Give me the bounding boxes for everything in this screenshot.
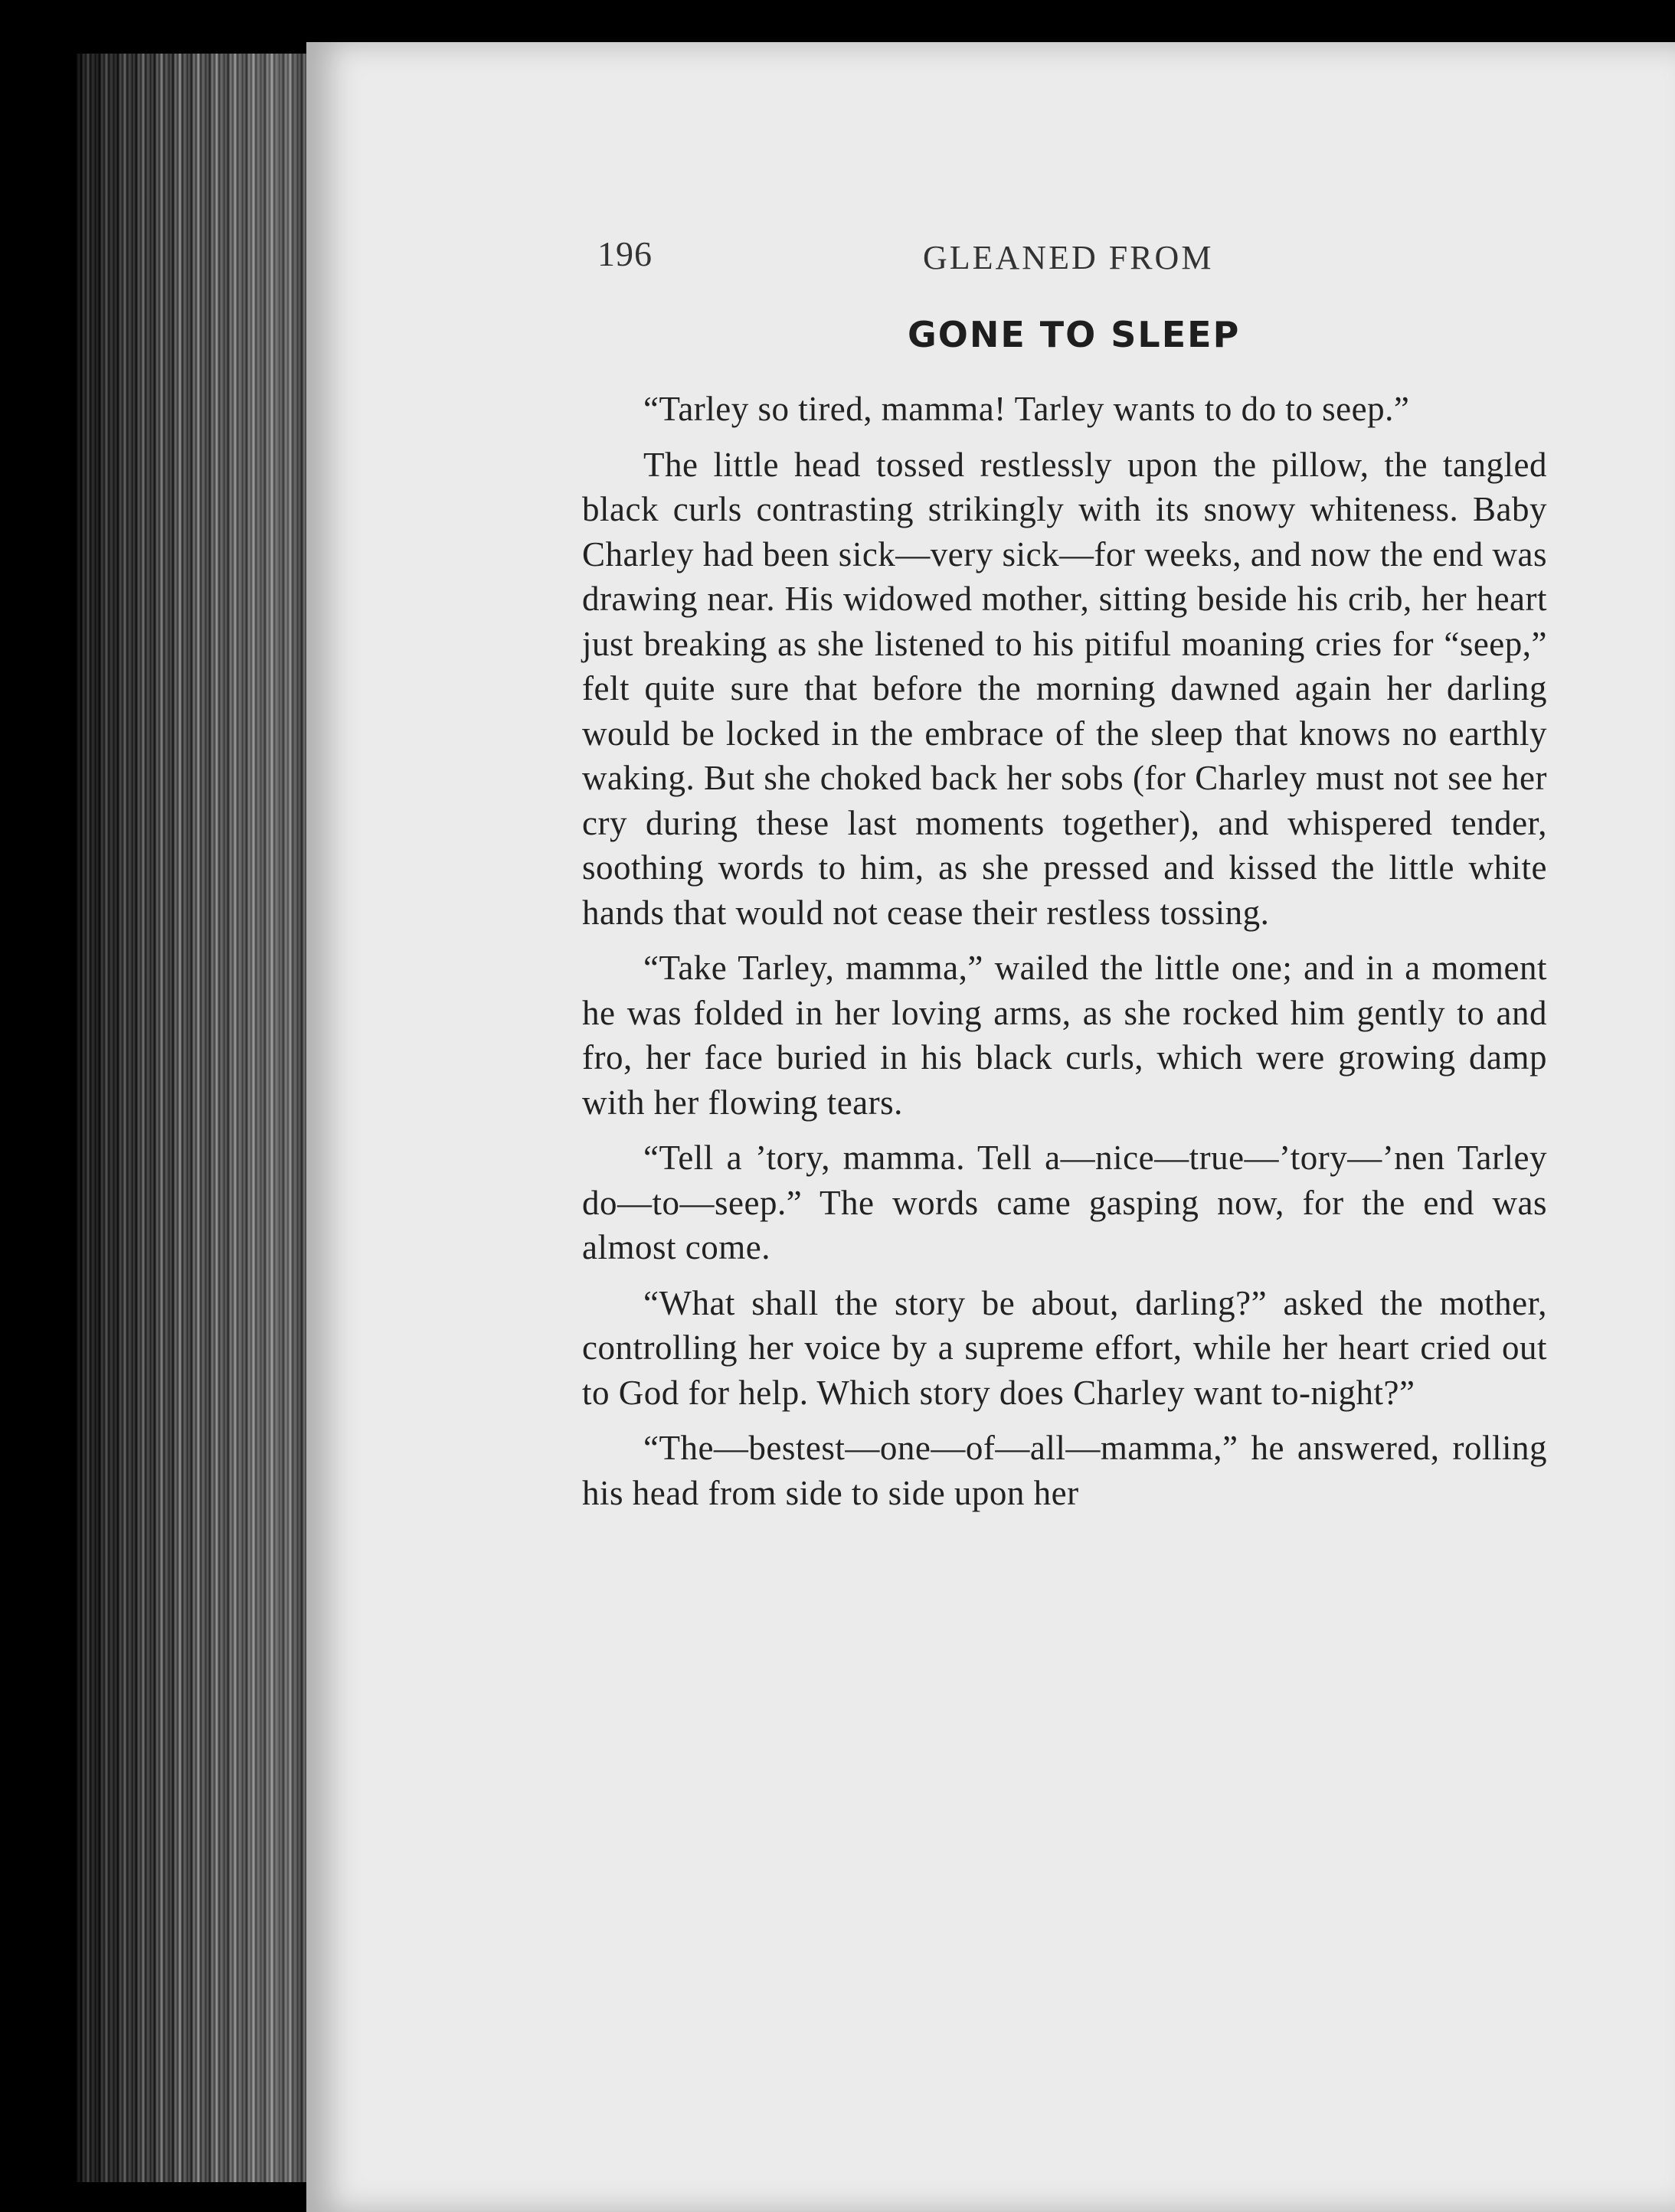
book-page-edges	[77, 54, 329, 2182]
chapter-title: GONE TO SLEEP	[908, 314, 1241, 355]
running-head: GLEANED FROM	[923, 239, 1214, 276]
page-number: 196	[597, 234, 653, 273]
paragraph: “What shall the story be about, darling?” asked the mother, controlling her voice by a supreme effort, while her heart cried out to God for help. Which story does Charley want to-night?”	[582, 1283, 1547, 1412]
paragraph: “Tarley so tired, mamma! Tarley wants to do to seep.”	[643, 390, 1410, 428]
paragraph: “Take Tarley, mamma,” wailed the little one; and in a moment he was folded in her loving arms, as she rocked him gently to and fro, her face buried in his black curls, which were growing damp with her flowing tears.	[582, 949, 1547, 1122]
paragraph: “Tell a ’tory, mamma. Tell a—nice—true—’tory—’nen Tarley do—to—seep.” The words came gasping now, for the end was almost come.	[582, 1139, 1547, 1266]
paragraph: The little head tossed restlessly upon the pillow, the tangled black curls contrasting strikingly with its snowy whiteness. Baby Charley had been sick—very sick—for weeks, and now the end was drawing near. His widowed mother, sitting beside his crib, her heart just breaking as she listened to his pitiful moaning cries for “seep,” felt quite sure that before the morning dawned again her darling would be locked in the embrace of the sleep that knows no earthly waking. But she choked back her sobs (for Charley must not see her cry during these last moments together), and whispered tender, soothing words to him, as she pressed and kissed the little white hands that would not cease their restless tossing.	[582, 445, 1547, 932]
paragraph: “The—bestest—one—of—all—mamma,” he answered, rolling his head from side to side upon her	[582, 1429, 1547, 1512]
page-header	[597, 234, 1593, 279]
body-text	[582, 387, 1547, 1526]
